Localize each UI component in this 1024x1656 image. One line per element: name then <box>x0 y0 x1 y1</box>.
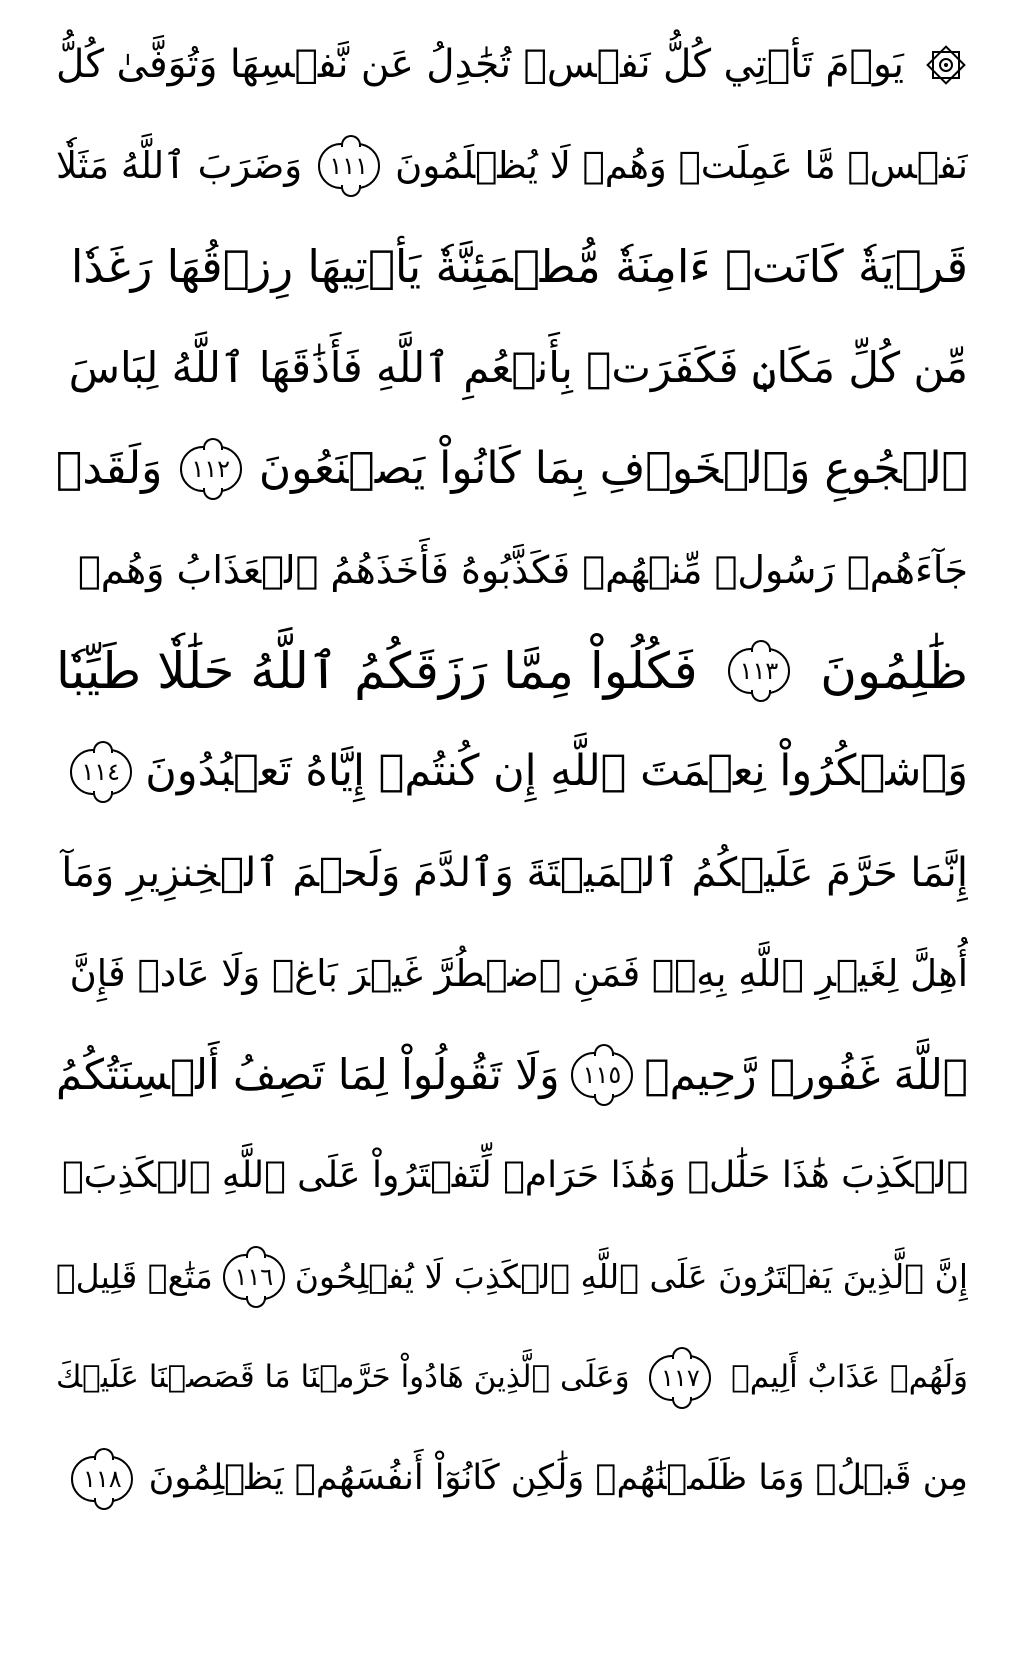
verse-text: قَرۡيَةٗ كَانَتۡ ءَامِنَةٗ مُّطۡمَئِنَّةٗ يَأۡتِيهَا رِزۡقُهَا رَغَدٗا <box>70 240 968 293</box>
text-line <box>56 14 968 115</box>
ayah-number-marker: ١١٤ <box>70 749 132 795</box>
text-line <box>56 1226 968 1327</box>
verse-text: وَلَا تَقُولُواْ لِمَا تَصِفُ أَلۡسِنَتُكُمُ <box>56 1049 560 1099</box>
ayah-number-marker: ١١٨ <box>71 1456 133 1502</box>
verse-text: ٱلۡجُوعِ وَٱلۡخَوۡفِ بِمَا كَانُواْ يَصۡنَعُونَ <box>258 442 968 494</box>
text-line <box>56 1024 968 1125</box>
verse-text: وَعَلَى ٱلَّذِينَ هَادُواْ حَرَّمۡنَا مَا قَصَصۡنَا عَلَيۡكَ <box>56 1359 630 1395</box>
verse-text: ظَٰلِمُونَ <box>820 641 968 700</box>
verse-text: فَكُلُواْ مِمَّا رَزَقَكُمُ ٱللَّهُ حَلَٰلٗا طَيِّبٗا <box>56 641 698 700</box>
verse-text: وَٱشۡكُرُواْ نِعۡمَتَ ٱللَّهِ إِن كُنتُمۡ إِيَّاهُ تَعۡبُدُونَ <box>145 746 968 796</box>
text-line <box>56 115 968 216</box>
ayah-number-marker: ١١٧ <box>649 1355 711 1401</box>
text-line <box>56 1428 968 1529</box>
verse-text: مِّن كُلِّ مَكَانٖ فَكَفَرَتۡ بِأَنۡعُمِ ٱللَّهِ فَأَذَٰقَهَا ٱللَّهُ لِبَاسَ <box>68 342 968 392</box>
text-line <box>56 620 968 721</box>
verse-text: جَآءَهُمۡ رَسُولٞ مِّنۡهُمۡ فَكَذَّبُوهُ فَأَخَذَهُمُ ٱلۡعَذَابُ وَهُمۡ <box>77 547 968 592</box>
rub-el-hizb-icon <box>924 43 968 87</box>
verse-text: مَتَٰعٞ قَلِيلٞ <box>56 1257 213 1296</box>
text-line <box>56 822 968 923</box>
verse-text: إِنَّ ٱلَّذِينَ يَفۡتَرُونَ عَلَى ٱللَّهِ ٱلۡكَذِبَ لَا يُفۡلِحُونَ <box>294 1257 968 1296</box>
verse-text: يَوۡمَ تَأۡتِي كُلُّ نَفۡسٖ تُجَٰدِلُ عَن نَّفۡسِهَا وَتُوَفَّىٰ كُلُّ <box>56 42 904 87</box>
verse-text: وَلَهُمۡ عَذَابٌ أَلِيمٞ <box>731 1359 968 1395</box>
verse-text: مِن قَبۡلُۖ وَمَا ظَلَمۡنَٰهُمۡ وَلَٰكِن كَانُوٓاْ أَنفُسَهُمۡ يَظۡلِمُونَ <box>148 1458 968 1498</box>
text-line <box>56 923 968 1024</box>
ayah-number-marker: ١١٦ <box>223 1254 285 1300</box>
text-line <box>56 1125 968 1226</box>
verse-text: إِنَّمَا حَرَّمَ عَلَيۡكُمُ ٱلۡمَيۡتَةَ وَٱلدَّمَ وَلَحۡمَ ٱلۡخِنزِيرِ وَمَآ <box>61 849 968 896</box>
verse-text: ٱلۡكَذِبَ هَٰذَا حَلَٰلٞ وَهَٰذَا حَرَامٞ لِّتَفۡتَرُواْ عَلَى ٱللَّهِ ٱلۡكَذِبَۚ <box>62 1154 968 1196</box>
verse-text: نَفۡسٖ مَّا عَمِلَتۡ وَهُمۡ لَا يُظۡلَمُونَ <box>395 144 968 187</box>
ayah-number-marker: ١١٣ <box>728 648 790 694</box>
verse-text: أُهِلَّ لِغَيۡرِ ٱللَّهِ بِهِۦۖ فَمَنِ ٱضۡطُرَّ غَيۡرَ بَاغٖ وَلَا عَادٖ فَإِنَّ <box>69 952 968 995</box>
text-line <box>56 216 968 317</box>
text-line <box>56 418 968 519</box>
verse-text: ٱللَّهَ غَفُورٞ رَّحِيمٞ <box>644 1049 968 1099</box>
verse-text: وَلَقَدۡ <box>56 442 163 494</box>
ayah-number-marker: ١١٥ <box>571 1052 633 1098</box>
ayah-number-marker: ١١٢ <box>180 446 242 492</box>
text-line <box>56 317 968 418</box>
text-line <box>56 519 968 620</box>
text-line <box>56 721 968 822</box>
text-line <box>56 1327 968 1428</box>
ayah-number-marker: ١١١ <box>318 143 380 189</box>
verse-text: وَضَرَبَ ٱللَّهُ مَثَلٗا <box>56 144 303 187</box>
